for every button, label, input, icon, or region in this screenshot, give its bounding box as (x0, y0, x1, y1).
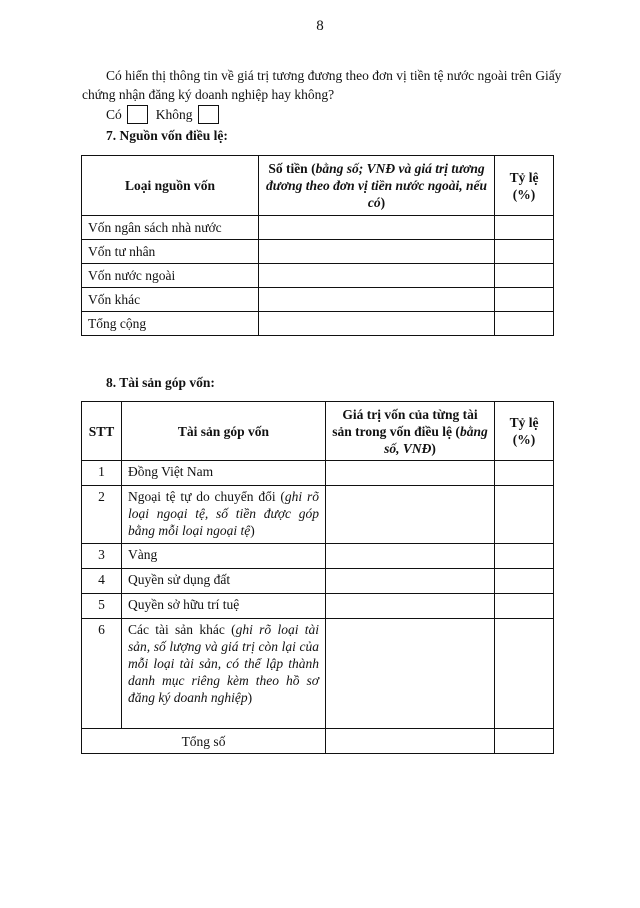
header-ratio: Tỷ lệ (%) (495, 156, 554, 216)
table-row (82, 544, 554, 569)
ratio-cell[interactable] (495, 569, 554, 594)
asset-label: Quyền sở hữu trí tuệ (122, 594, 326, 619)
ratio-cell[interactable] (495, 461, 554, 486)
section-8-heading: 8. Tài sản góp vốn: (106, 375, 215, 390)
table-row (82, 216, 554, 240)
page-number: 8 (316, 18, 324, 34)
asset-label: Đồng Việt Nam (122, 461, 326, 486)
table-row (82, 312, 554, 336)
value-cell[interactable] (326, 594, 495, 619)
table-row (82, 264, 554, 288)
amount-cell[interactable] (259, 240, 495, 264)
ratio-cell[interactable] (495, 544, 554, 569)
ratio-cell[interactable] (495, 729, 554, 754)
source-label: Vốn ngân sách nhà nước (82, 216, 259, 240)
table-row (82, 594, 554, 619)
asset-label: Ngoại tệ tự do chuyển đổi (ghi rõ loại ngoại tệ, số tiền được góp bằng mỗi loại ngoại tệ) (122, 486, 326, 544)
asset-label: Các tài sản khác (ghi rõ loại tài sản, số lượng và giá trị còn lại của mỗi loại tài sản, có thể lập thành danh mục riêng kèm theo hồ sơ đăng ký doanh nghiệp) (122, 619, 326, 729)
table-row (82, 486, 554, 544)
table-row (82, 619, 554, 729)
table-row (82, 288, 554, 312)
asset-label: Quyền sử dụng đất (122, 569, 326, 594)
yes-label: Có (106, 106, 122, 122)
table-header-row (82, 156, 554, 216)
ratio-cell[interactable] (495, 312, 554, 336)
header-stt: STT (82, 402, 122, 461)
header-source: Loại nguồn vốn (82, 156, 259, 216)
row-number: 4 (82, 569, 122, 594)
charter-capital-source-table (81, 155, 554, 336)
table-row (82, 240, 554, 264)
table-header-row (82, 402, 554, 461)
header-amount: Số tiền (bằng số; VNĐ và giá trị tương đương theo đơn vị tiền nước ngoài, nếu có) (259, 156, 495, 216)
asset-label: Vàng (122, 544, 326, 569)
ratio-cell[interactable] (495, 240, 554, 264)
header-ratio: Tỷ lệ (%) (495, 402, 554, 461)
value-cell[interactable] (326, 461, 495, 486)
amount-cell[interactable] (259, 312, 495, 336)
no-checkbox[interactable] (198, 105, 219, 124)
row-number: 5 (82, 594, 122, 619)
display-foreign-value-question: Có hiển thị thông tin về giá trị tương đương theo đơn vị tiền tệ nước ngoài trên Giấy chứng nhận đăng ký doanh nghiệp hay không? (82, 68, 562, 102)
amount-cell[interactable] (259, 264, 495, 288)
value-cell[interactable] (326, 729, 495, 754)
ratio-cell[interactable] (495, 619, 554, 729)
section-7-heading: 7. Nguồn vốn điều lệ: (106, 128, 228, 143)
capital-contribution-assets-table (81, 401, 554, 754)
yes-checkbox[interactable] (127, 105, 148, 124)
value-cell[interactable] (326, 619, 495, 729)
ratio-cell[interactable] (495, 594, 554, 619)
header-value: Giá trị vốn của từng tài sản trong vốn điều lệ (bằng số, VNĐ) (326, 402, 495, 461)
source-label: Tổng cộng (82, 312, 259, 336)
header-asset: Tài sản góp vốn (122, 402, 326, 461)
value-cell[interactable] (326, 569, 495, 594)
ratio-cell[interactable] (495, 288, 554, 312)
no-label: Không (155, 106, 193, 122)
value-cell[interactable] (326, 486, 495, 544)
total-label: Tổng số (82, 729, 326, 754)
ratio-cell[interactable] (495, 264, 554, 288)
amount-cell[interactable] (259, 216, 495, 240)
source-label: Vốn nước ngoài (82, 264, 259, 288)
source-label: Vốn tư nhân (82, 240, 259, 264)
table-row (82, 461, 554, 486)
yes-no-choices (106, 105, 227, 124)
value-cell[interactable] (326, 544, 495, 569)
row-number: 1 (82, 461, 122, 486)
ratio-cell[interactable] (495, 216, 554, 240)
ratio-cell[interactable] (495, 486, 554, 544)
row-number: 3 (82, 544, 122, 569)
source-label: Vốn khác (82, 288, 259, 312)
total-row (82, 729, 554, 754)
table-row (82, 569, 554, 594)
row-number: 6 (82, 619, 122, 729)
row-number: 2 (82, 486, 122, 544)
amount-cell[interactable] (259, 288, 495, 312)
